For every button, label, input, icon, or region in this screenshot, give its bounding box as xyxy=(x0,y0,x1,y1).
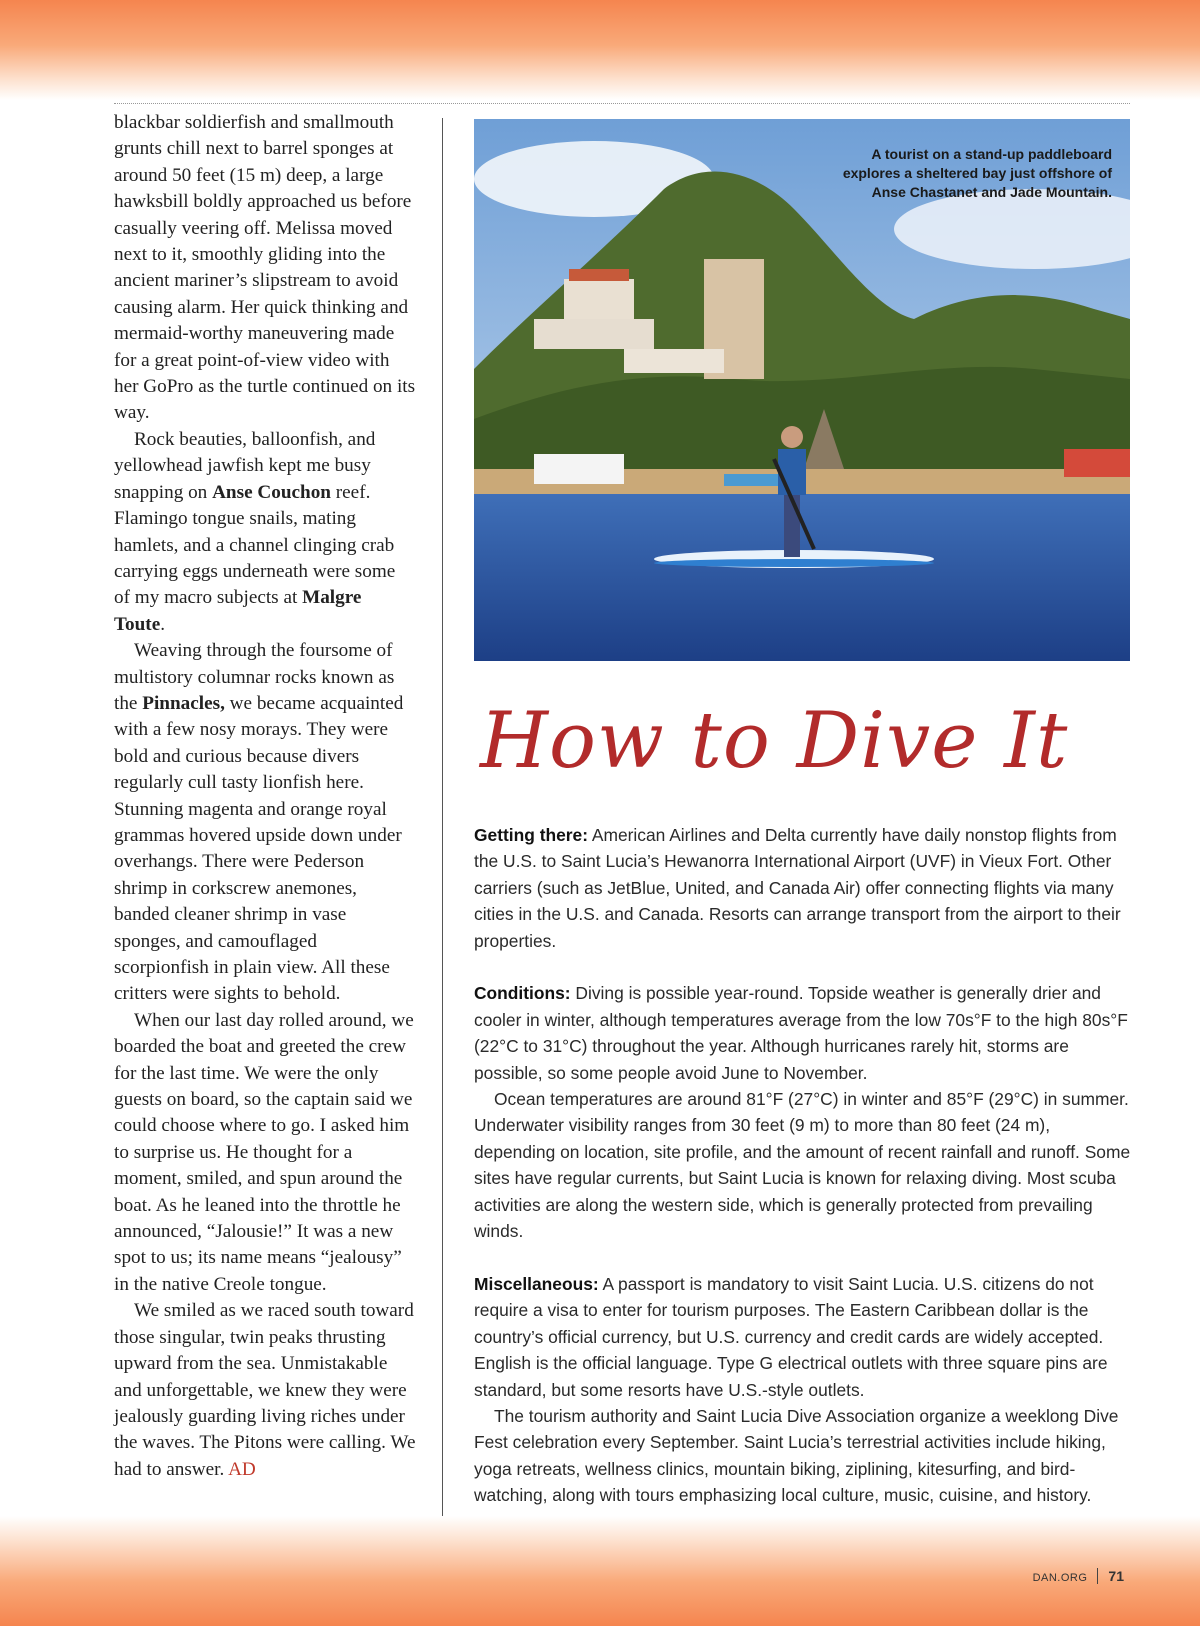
narrative-column xyxy=(114,110,416,1483)
page-footer xyxy=(1033,1568,1124,1586)
narrative-paragraph-5: We smiled as we raced south toward those singular, twin peaks thrusting upward from the sea. Unmistakable and unforgettable, we knew they were jealously guarding living riches under the waves. The Pitons were calling. We had to answer. AD xyxy=(114,1300,416,1480)
narrative-paragraph-1: blackbar soldierfish and smallmouth grunts chill next to barrel sponges at around 50 feet (15 m) deep, a large hawksbill boldly approached us before casually veering off. Melissa moved next to it, smoothly gliding into the ancient mariner’s slipstream to avoid causing alarm. Her quick thinking and mermaid-worthy maneuvering made for a great point-of-view video with her GoPro as the turtle continued on its way. xyxy=(114,112,416,424)
column-divider xyxy=(442,118,443,1530)
getting-there-label: Getting there: xyxy=(474,825,589,845)
page-number: 71 xyxy=(1108,1568,1124,1584)
conditions-label: Conditions: xyxy=(474,983,571,1004)
narrative-paragraph-4: When our last day rolled around, we boarded the boat and greeted the crew for the last time. We were the only guests on board, so the captain said we could choose where to go. I asked him to surprise us. He thought for a moment, smiled, and spun around the boat. As he leaned into the throttle he announced, “Jalousie!” It was a new spot to us; its name means “jealousy” in the native Creole tongue. xyxy=(114,1009,414,1295)
miscellaneous-paragraph: Miscellaneous: A passport is mandatory to visit Saint Lucia. U.S. citizens do not require a visa to enter for tourism purposes. The Eastern Caribbean dollar is the country’s official currency, but U.S. currency and credit cards are widely accepted. English is the official language. Type G electrical outlets with three square pins are standard, but some resorts have U.S.-style outlets. xyxy=(474,1273,1108,1400)
end-mark: AD xyxy=(228,1458,256,1480)
bottom-gradient-band xyxy=(0,1516,1200,1626)
footer-separator xyxy=(1097,1568,1098,1584)
paddleboard-photo xyxy=(474,119,1130,661)
conditions-paragraph: Conditions: Diving is possible year-round. Topside weather is generally drier and cooler in winter, although temperatures average from the low 70s°F to the high 80s°F (22°C to 31°C) throughout the year. Although hurricanes rarely hit, storms are possible, so some people avoid June to November. xyxy=(474,983,1128,1083)
getting-there-paragraph: Getting there: American Airlines and Delta currently have daily nonstop flights from the U.S. to Saint Lucia’s Hewanorra International Airport (UVF) in Vieux Fort. Other carriers (such as JetBlue, United, and Canada Air) offer connecting flights via many cities in the U.S. and Canada. Resorts can arrange transport from the airport to their properties. xyxy=(474,825,1121,951)
photo-caption: A tourist on a stand-up paddleboard explores a sheltered bay just offshore of Anse Chastanet and Jade Mountain. xyxy=(842,146,1112,200)
miscellaneous-paragraph-2: The tourism authority and Saint Lucia Dive Association organize a weeklong Dive Fest celebration every September. Saint Lucia’s terrestrial activities include hiking, yoga retreats, wellness clinics, mountain biking, ziplining, kitesurfing, and bird-watching, along with tours emphasizing local culture, music, cuisine, and history. xyxy=(474,1405,1119,1506)
site-name-anse-couchon: Anse Couchon xyxy=(212,481,331,503)
site-name-malgre-toute: Malgre Toute xyxy=(114,587,362,635)
dive-info-column xyxy=(474,822,1134,1509)
site-name-pinnacles: Pinnacles, xyxy=(142,692,225,714)
top-dotted-rule xyxy=(114,103,1130,104)
narrative-paragraph-3: Weaving through the foursome of multistory columnar rocks known as the Pinnacles, we became acquainted with a few nosy morays. They were bold and curious because divers regularly cull tasty lionfish here. Stunning magenta and orange royal grammas hovered upside down under overhangs. There were Pederson shrimp in corkscrew anemones, banded cleaner shrimp in vase sponges, and camouflaged scorpionfish in plain view. All these critters were sights to behold. xyxy=(114,640,404,1005)
footer-site-link[interactable]: DAN.ORG xyxy=(1032,1572,1088,1584)
miscellaneous-label: Miscellaneous: xyxy=(474,1273,599,1294)
conditions-paragraph-2: Ocean temperatures are around 81°F (27°C) in winter and 85°F (29°C) in summer. Underwater visibility ranges from 30 feet (9 m) to more than 80 feet (24 m), depending on location, site profile, and the amount of recent rainfall and runoff. Some sites have regular currents, but Saint Lucia is known for relaxing diving. Most scuba activities are along the western side, which is generally protected from prevailing winds. xyxy=(474,1089,1131,1242)
how-to-dive-it-title: How to Dive It xyxy=(480,696,1069,786)
section-heading xyxy=(472,690,1069,800)
top-gradient-band xyxy=(0,0,1200,100)
narrative-paragraph-2: Rock beauties, balloonfish, and yellowhead jawfish kept me busy snapping on Anse Couchon reef. Flamingo tongue snails, mating hamlets, and a channel clinging crab carrying eggs underneath were some of my macro subjects at Malgre Toute. xyxy=(114,428,396,635)
